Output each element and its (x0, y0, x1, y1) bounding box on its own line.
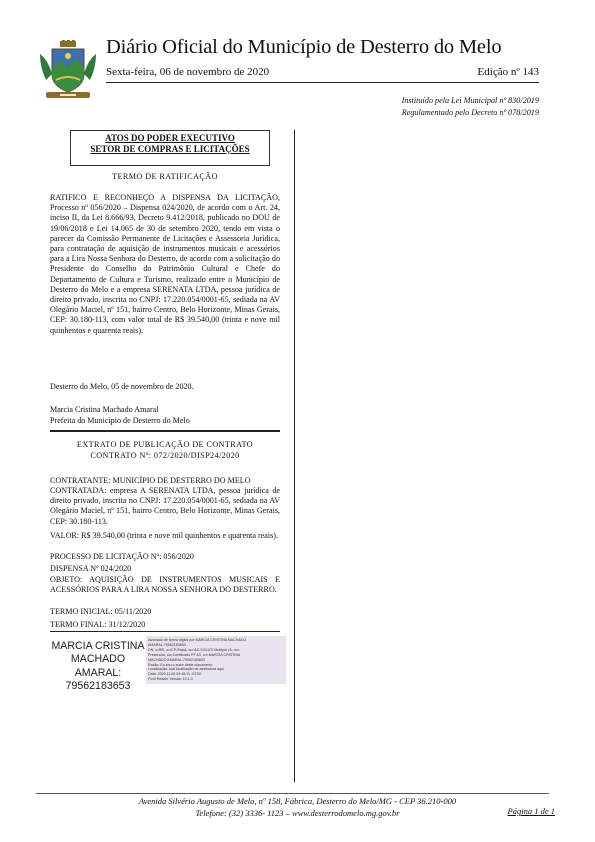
header-divider (106, 82, 539, 83)
instituted-note: Instituído pela Lei Municipal nº 830/2019 (401, 96, 539, 105)
extract-divider (50, 631, 280, 632)
ratification-body: RATIFICO E RECONHEÇO A DISPENSA DA LICITAÇÃO, Processo nº 056/2020 – Dispensa 024/2020, de acordo com o Art. 24, inciso II, da Lei 8.666/93, Decreto 9.412/2018, publicado no DOU de 19/06/2018 e Lei 14.065 de 30 de setembro 2020, tendo em vista o parecer da Comissão Permanente de Licitações e Assessoria Jurídica, para contratação de aquisição de instrumentos musicais e acessórios para a Lira Nossa Senhora do Desterro, de acordo com a solicitação do Presidente do Conselho do Patrimônio Cultural e Chefe do Departamento de Cultura e Turismo, realizado entre o Município de Desterro do Melo e a empresa SERENATA LTDA, pessoa jurídica de direito privado, inscrita no CNPJ: 17.220.054/0001-65, sediada na AV Olegário Maciel, nº 151, bairro Centro, Belo Horizonte, Minas Gerais, CEP: 30.180-113, com valor total de R$ 39.540,00 (trinta e nove mil quinhentos e quarenta reais). (50, 193, 280, 335)
signature-detail-line: Localização: sua localização de assinatura aqui (148, 667, 224, 672)
municipal-crest-icon (38, 40, 98, 102)
ratification-place-date: Desterro do Melo, 05 de novembro de 2020. (50, 382, 194, 391)
signature-detail-line: Razão: Eu sou o autor deste documento (148, 662, 213, 667)
edition-number: Edição nº 143 (477, 66, 539, 78)
ratification-title: TERMO DE RATIFICAÇÃO (112, 172, 218, 181)
footer-divider (36, 793, 549, 794)
section-heading-box (70, 130, 270, 166)
signature-detail-line: Foxit Reader Versão: 10.1.0 (148, 677, 193, 682)
extract-processo: PROCESSO DE LICITAÇÃO Nº: 056/2020 (50, 552, 194, 561)
footer-contact: Telefone: (32) 3336- 1123 – www.desterrodomelo.mg.gov.br (195, 808, 400, 818)
extract-contratada: CONTRATADA: empresa A SERENATA LTDA, pessoa jurídica de direito privado, inscrita no CNPJ: 17.220.054/0001-65, sediada na AV Olegário Maciel, nº 151, bairro Centro, Belo Horizonte, Minas Gerais, CEP: 30.180-113. (50, 486, 280, 526)
extract-termo-inicial: TERMO INICIAL: 05/11/2020 (50, 607, 152, 616)
section-divider (50, 430, 280, 432)
signature-detail-line: DN: c=BR, o=ICP-Brasil, ou=AC SOLUTI Multipla v5, ou= (148, 647, 240, 652)
page-number: Página 1 de 1 (507, 806, 555, 816)
signature-name-line1: MARCIA CRISTINA (51, 640, 145, 652)
publication-date: Sexta-feira, 06 de novembro de 2020 (106, 66, 270, 78)
signature-detail-line: Assinado de forma digital por MARCIA CRISTINA MACHADO (148, 638, 247, 642)
extract-contract-number: CONTRATO Nº: 072/2020/DISP24/2020 (90, 451, 240, 460)
section-heading-line2: SETOR DE COMPRAS E LICITAÇÕES (90, 144, 250, 154)
ratification-signer: Marcia Cristina Machado Amaral (50, 405, 159, 414)
extract-valor: VALOR: R$ 39.540,00 (trinta e nove mil quinhentos e quarenta reais). (50, 531, 279, 540)
regulated-note: Regulamentado pelo Decreto nº 078/2019 (401, 108, 539, 117)
digital-signature-name (50, 640, 146, 694)
extract-objeto: OBJETO: AQUISIÇÃO DE INSTRUMENTOS MUSICAIS E ACESSÓRIOS PARA A LIRA NOSSA SENHORA DO DESTERRO. (50, 575, 280, 595)
signature-detail-line: MACHADO AMARAL:79562183653 (148, 657, 205, 662)
extract-contratante: CONTRATANTE: MUNICÍPIO DE DESTERRO DO MELO (50, 476, 251, 485)
signature-name-line2: MACHADO AMARAL: (70, 653, 126, 679)
extract-termo-final: TERMO FINAL: 31/12/2020 (50, 620, 146, 629)
column-divider (294, 130, 295, 782)
ratification-signer-role: Prefeita do Município de Desterro do Melo (50, 416, 190, 425)
signature-detail-line: AMARAL:79562183653 (148, 642, 186, 647)
signature-detail-line: Presencial, ou=Certificado PF A3, cn=MARCIA CRISTINA (148, 652, 241, 657)
section-heading-line1: ATOS DO PODER EXECUTIVO (105, 133, 235, 143)
extract-title: EXTRATO DE PUBLICAÇÃO DE CONTRATO (76, 440, 254, 449)
digital-signature-details[interactable] (146, 636, 286, 684)
extract-dispensa: DISPENSA Nº 024/2020 (50, 564, 132, 573)
page-title: Diário Oficial do Município de Desterro do Melo (106, 36, 502, 58)
signature-detail-line: Data: 2020.11.06 09:48:11 -03'00' (148, 672, 202, 677)
footer-address: Avenida Silvério Augusto de Melo, nº 158, Fábrica, Desterro do Melo/MG - CEP 36.210-000 (138, 796, 457, 806)
signature-name-line3: 79562183653 (65, 680, 131, 693)
